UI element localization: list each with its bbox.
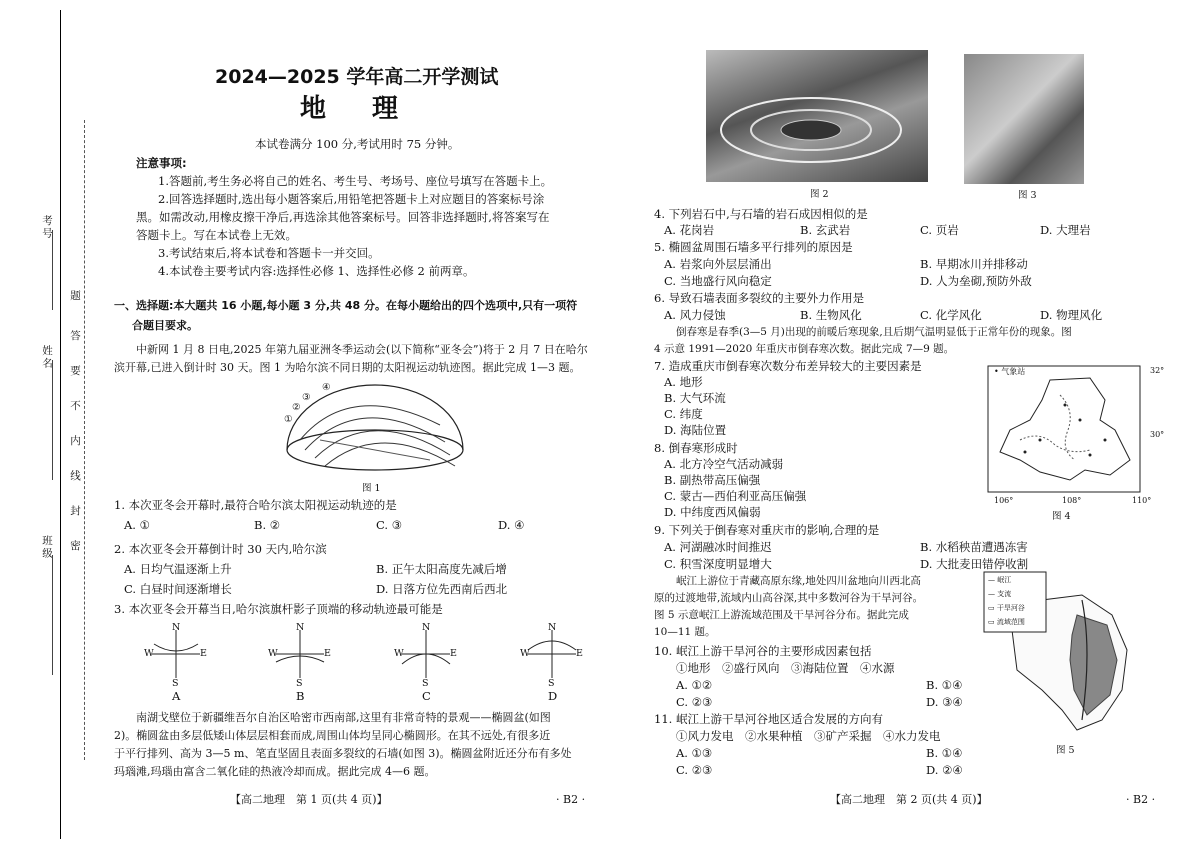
- q3-option: D: [548, 689, 558, 703]
- passage-line: 原的过渡地带,流域内山高谷深,其中多数河谷为干旱河谷。: [654, 592, 924, 604]
- q2-option: A. 日均气温逐渐上升: [124, 562, 232, 576]
- q11-option: B. ①④: [926, 746, 963, 760]
- q2-option: D. 日落方位先西南后西北: [376, 582, 508, 596]
- passage-line: 于平行排列、高为 3—5 m、笔直坚固且表面多裂纹的石墙(如图 3)。椭圆盆附近还分布有多处: [114, 747, 572, 760]
- q1-option: A. ①: [124, 518, 150, 532]
- q8-option: B. 副热带高压偏强: [664, 473, 761, 487]
- passage-line: 4 示意 1991—2020 年重庆市倒春寒次数。据此完成 7—9 题。: [654, 343, 955, 355]
- label-name: 姓名: [41, 345, 53, 370]
- compass-e: E: [450, 648, 457, 659]
- q9-option: C. 积雪深度明显增大: [664, 557, 772, 571]
- fig4-lon-label: 106°: [994, 496, 1014, 505]
- q10-stem: 10. 岷江上游干旱河谷的主要形成因素包括: [654, 644, 872, 658]
- q1-option: B. ②: [254, 518, 281, 532]
- notice-line: 4.本试卷主要考试内容:选择性必修 1、选择性必修 2 前两章。: [158, 264, 475, 278]
- notice-line: 黑。如需改动,用橡皮擦干净后,再选涂其他答案标号。回答非选择题时,将答案写在: [136, 210, 550, 224]
- compass-s: S: [172, 678, 179, 689]
- passage-line: 滨开幕,已进入倒计时 30 天。图 1 为哈尔滨不同日期的太阳视运动轨迹图。据此完成 1—3 题。: [114, 361, 581, 374]
- fig5-legend-item: — 支流: [988, 590, 1012, 598]
- q11-option: A. ①③: [676, 746, 713, 760]
- q7-option: B. 大气环流: [664, 391, 726, 405]
- passage-line: 中新网 1 月 8 日电,2025 年第九届亚洲冬季运动会(以下简称“亚冬会”)将于 2 月 7 日在哈尔: [136, 343, 588, 356]
- footer-right-code: · B2 ·: [1126, 793, 1156, 806]
- fig4-lat-label: 32°: [1150, 366, 1165, 375]
- q5-option: B. 早期冰川并排移动: [920, 257, 1028, 271]
- q1-option: D. ④: [498, 518, 525, 532]
- subject-title: 地 理: [300, 94, 409, 124]
- fill-line: [52, 360, 54, 480]
- q9-option: B. 水稻秧苗遭遇冻害: [920, 540, 1028, 554]
- footer-right-page: 【高二地理 第 2 页(共 4 页)】: [830, 793, 988, 806]
- compass-n: N: [172, 622, 181, 633]
- q7-option: A. 地形: [664, 375, 703, 389]
- compass-w: W: [144, 648, 154, 659]
- figure-4-map: [980, 360, 1148, 500]
- q4-option: D. 大理岩: [1040, 223, 1091, 237]
- seal-char: 线: [69, 470, 81, 483]
- exam-note: 本试卷满分 100 分,考试用时 75 分钟。: [255, 137, 460, 151]
- q10-option: D. ③④: [926, 695, 963, 709]
- passage-line: 南湖戈壁位于新疆维吾尔自治区哈密市西南部,这里有非常奇特的景观——椭圆盆(如图: [136, 711, 551, 724]
- q3-stem: 3. 本次亚冬会开幕当日,哈尔滨旗杆影子顶端的移动轨迹最可能是: [114, 602, 443, 616]
- label-class: 班级: [41, 535, 53, 560]
- compass-s: S: [422, 678, 429, 689]
- passage-line: 玛瑙滩,玛瑙由富含二氧化硅的热液冷却而成。据此完成 4—6 题。: [114, 765, 436, 778]
- q9-stem: 9. 下列关于倒春寒对重庆市的影响,合理的是: [654, 523, 880, 537]
- q5-option: D. 人为垒砌,预防外敌: [920, 274, 1032, 288]
- q5-option: A. 岩浆向外层层涌出: [664, 257, 772, 271]
- q9-option: A. 河湖融冰时间推迟: [664, 540, 772, 554]
- compass-s: S: [296, 678, 303, 689]
- figure-2-photo: [706, 50, 928, 182]
- q10-option: C. ②③: [676, 695, 713, 709]
- passage-line: 倒春寒是春季(3—5 月)出现的前暖后寒现象,且后期气温明显低于正常年份的现象。图: [676, 326, 1072, 338]
- notice-line: 1.答题前,考生务必将自己的姓名、考生号、考场号、座位号填写在答题卡上。: [158, 174, 553, 188]
- q11-option: C. ②③: [676, 763, 713, 777]
- seal-char: 密: [69, 540, 81, 553]
- q7-stem: 7. 造成重庆市倒春寒次数分布差异较大的主要因素是: [654, 359, 922, 373]
- fig1-marker: ②: [292, 402, 301, 413]
- notice-line: 3.考试结束后,将本试卷和答题卡一并交回。: [158, 246, 380, 260]
- q4-option: B. 玄武岩: [800, 223, 851, 237]
- section-heading: 一、选择题:本大题共 16 小题,每小题 3 分,共 48 分。在每小题给出的四个选项中,只有一项符: [114, 299, 578, 312]
- compass-n: N: [548, 622, 557, 633]
- q11-option: D. ②④: [926, 763, 963, 777]
- seal-char: 要: [69, 365, 81, 378]
- q7-option: C. 纬度: [664, 407, 703, 421]
- fig1-marker: ④: [322, 382, 331, 393]
- notice-line: 答题卡上。写在本试卷上无效。: [136, 228, 297, 242]
- fig4-lon-label: 108°: [1062, 496, 1082, 505]
- seal-char: 答: [69, 330, 81, 343]
- passage-line: 10—11 题。: [654, 626, 716, 638]
- figure-3-photo: [964, 54, 1084, 184]
- q10-option: A. ①②: [676, 678, 713, 692]
- q3-option: C: [422, 689, 431, 703]
- compass-w: W: [394, 648, 404, 659]
- q6-option: D. 物理风化: [1040, 308, 1103, 322]
- q10-factors: ①地形 ②盛行风向 ③海陆位置 ④水源: [676, 661, 895, 675]
- seal-char: 不: [69, 400, 81, 413]
- compass-w: W: [520, 648, 530, 659]
- fig1-marker: ③: [302, 392, 311, 403]
- compass-w: W: [268, 648, 278, 659]
- q1-option: C. ③: [376, 518, 403, 532]
- q11-factors: ①风力发电 ②水果种植 ③矿产采掘 ④水力发电: [676, 729, 941, 743]
- fig5-legend-item: ▭ 干旱河谷: [988, 604, 1025, 612]
- footer-left-code: · B2 ·: [556, 793, 586, 806]
- q8-stem: 8. 倒春寒形成时: [654, 441, 738, 455]
- seal-dashed-line: [84, 120, 85, 760]
- compass-s: S: [548, 678, 555, 689]
- exam-title: 2024—2025 学年高二开学测试: [215, 66, 499, 88]
- fig5-caption: 图 5: [1056, 745, 1075, 756]
- q8-option: A. 北方冷空气活动减弱: [664, 457, 784, 471]
- fig1-marker: ①: [284, 414, 293, 425]
- compass-e: E: [324, 648, 331, 659]
- section-heading-cont: 合题目要求。: [132, 319, 198, 332]
- q3-compass-diagrams: [140, 622, 600, 690]
- seal-char: 封: [69, 505, 81, 518]
- q2-option: C. 白昼时间逐渐增长: [124, 582, 232, 596]
- q3-option: A: [172, 689, 181, 703]
- label-exam-number: 考号: [41, 215, 53, 240]
- q1-stem: 1. 本次亚冬会开幕时,最符合哈尔滨太阳视运动轨迹的是: [114, 498, 397, 512]
- compass-e: E: [200, 648, 207, 659]
- compass-n: N: [422, 622, 431, 633]
- fig3-caption: 图 3: [1018, 190, 1037, 201]
- q8-option: C. 蒙古—西伯利亚高压偏强: [664, 489, 807, 503]
- compass-e: E: [576, 648, 583, 659]
- footer-left-page: 【高二地理 第 1 页(共 4 页)】: [230, 793, 388, 806]
- fig4-lat-label: 30°: [1150, 430, 1165, 439]
- q10-option: B. ①④: [926, 678, 963, 692]
- q5-option: C. 当地盛行风向稳定: [664, 274, 772, 288]
- passage-line: 2)。椭圆盆由多层低矮山体层层相套而成,周围山体均呈同心椭圆形。在其不远处,有很多近: [114, 729, 551, 742]
- q9-option: D. 大批麦田错停收割: [920, 557, 1029, 571]
- q6-option: A. 风力侵蚀: [664, 308, 726, 322]
- q4-stem: 4. 下列岩石中,与石墙的岩石成因相似的是: [654, 207, 868, 221]
- fig4-legend: • 气象站: [994, 367, 1026, 376]
- q6-stem: 6. 导致石墙表面多裂纹的主要外力作用是: [654, 291, 865, 305]
- seal-char: 内: [69, 435, 81, 448]
- q5-stem: 5. 椭圆盆周围石墙多平行排列的原因是: [654, 240, 853, 254]
- q11-stem: 11. 岷江上游干旱河谷地区适合发展的方向有: [654, 712, 883, 726]
- q4-option: A. 花岗岩: [664, 223, 715, 237]
- fig5-legend-item: — 岷江: [988, 576, 1012, 584]
- q2-option: B. 正午太阳高度先减后增: [376, 562, 507, 576]
- fig1-caption: 图 1: [362, 483, 381, 494]
- fill-line: [52, 230, 54, 310]
- seal-char: 题: [69, 290, 81, 303]
- q8-option: D. 中纬度西风偏弱: [664, 505, 761, 519]
- q3-option: B: [296, 689, 305, 703]
- passage-line: 图 5 示意岷江上游流域范围及干旱河谷分布。据此完成: [654, 609, 909, 621]
- fig2-caption: 图 2: [810, 189, 829, 200]
- q6-option: C. 化学风化: [920, 308, 982, 322]
- q6-option: B. 生物风化: [800, 308, 862, 322]
- notice-line: 2.回答选择题时,选出每小题答案后,用铅笔把答题卡上对应题目的答案标号涂: [158, 192, 545, 206]
- fig4-caption: 图 4: [1052, 511, 1071, 522]
- q7-option: D. 海陆位置: [664, 423, 727, 437]
- compass-n: N: [296, 622, 305, 633]
- passage-line: 岷江上游位于青藏高原东缘,地处四川盆地向川西北高: [676, 575, 921, 587]
- fill-line: [52, 555, 54, 675]
- fig4-lon-label: 110°: [1132, 496, 1152, 505]
- q2-stem: 2. 本次亚冬会开幕倒计时 30 天内,哈尔滨: [114, 542, 327, 556]
- q4-option: C. 页岩: [920, 223, 959, 237]
- notice-heading: 注意事项:: [136, 156, 187, 170]
- binding-line: [60, 10, 61, 839]
- fig5-legend-item: ▭ 流域范围: [988, 618, 1025, 626]
